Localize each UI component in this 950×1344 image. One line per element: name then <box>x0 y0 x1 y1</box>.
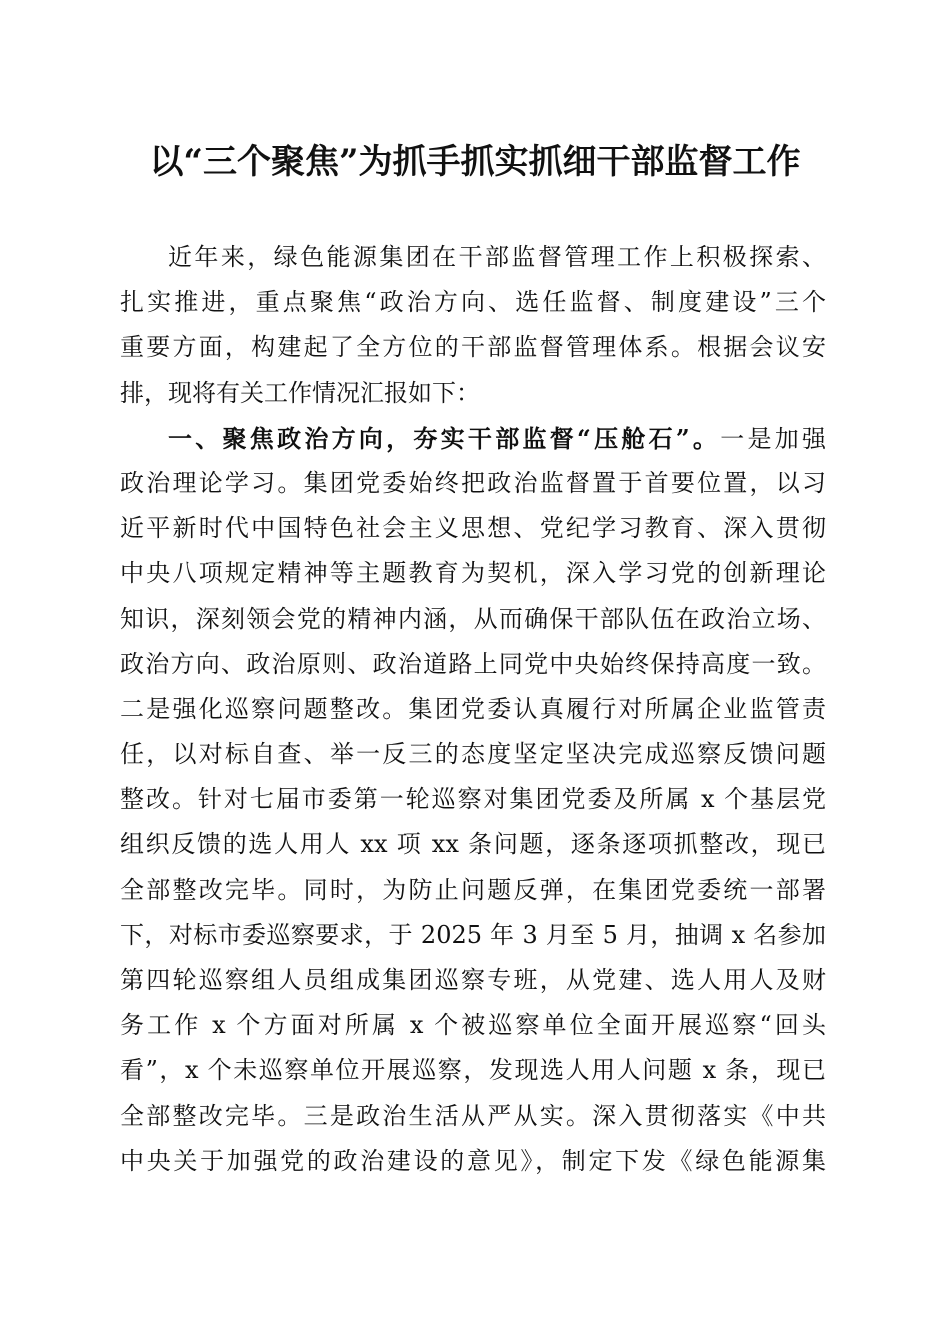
paragraph-line: 下，对标市委巡察要求，于 2025 年 3 月至 5 月，抽调 x 名参加 <box>120 920 826 949</box>
paragraph-line: 第四轮巡察组人员组成集团巡察专班，从党建、选人用人及财 <box>120 966 826 994</box>
intro-line: 重要方面，构建起了全方位的干部监督管理体系。根据会议安 <box>120 333 826 362</box>
paragraph-line: 二是强化巡察问题整改。集团党委认真履行对所属企业监管责 <box>120 694 826 723</box>
paragraph-line: 任，以对标自查、举一反三的态度坚定坚决完成巡察反馈问题 <box>120 740 826 769</box>
paragraph-line: 全部整改完毕。三是政治生活从严从实。深入贯彻落实《中共 <box>120 1101 826 1130</box>
paragraph-line: 整改。针对七届市委第一轮巡察对集团党委及所属 x 个基层党 <box>120 785 826 814</box>
paragraph-line: 全部整改完毕。同时，为防止问题反弹，在集团党委统一部署 <box>120 875 826 904</box>
section-heading: 一、聚焦政治方向，夯实干部监督“压舱石”。 <box>168 423 721 453</box>
paragraph-line: 务工作 x 个方面对所属 x 个被巡察单位全面开展巡察“回头 <box>120 1011 826 1040</box>
paragraph-line: 看”，x 个未巡察单位开展巡察，发现选人用人问题 x 条，现已 <box>120 1056 826 1085</box>
section-heading-tail: 一是加强 <box>720 424 827 453</box>
intro-line: 扎实推进，重点聚焦“政治方向、选任监督、制度建设”三个 <box>120 288 826 317</box>
paragraph-line: 政治方向、政治原则、政治道路上同党中央始终保持高度一致。 <box>120 649 826 678</box>
paragraph-line: 组织反馈的选人用人 xx 项 xx 条问题，逐条逐项抓整改，现已 <box>120 830 826 859</box>
section-heading-line <box>120 416 826 461</box>
paragraph-line: 中央八项规定精神等主题教育为契机，深入学习党的创新理论 <box>120 559 826 588</box>
paragraph-line: 知识，深刻领会党的精神内涵，从而确保干部队伍在政治立场、 <box>120 604 826 633</box>
document-title: 以“三个聚焦”为抓手抓实抓细干部监督工作 <box>149 142 801 182</box>
intro-line: 排，现将有关工作情况汇报如下： <box>120 378 480 407</box>
paragraph-line: 中央关于加强党的政治建设的意见》，制定下发《绿色能源集 <box>120 1146 826 1175</box>
intro-line: 近年来，绿色能源集团在干部监督管理工作上积极探索、 <box>168 243 826 271</box>
paragraph-line: 政治理论学习。集团党委始终把政治监督置于首要位置，以习 <box>120 468 826 497</box>
paragraph-line: 近平新时代中国特色社会主义思想、党纪学习教育、深入贯彻 <box>120 514 826 543</box>
document-body <box>120 235 826 1184</box>
